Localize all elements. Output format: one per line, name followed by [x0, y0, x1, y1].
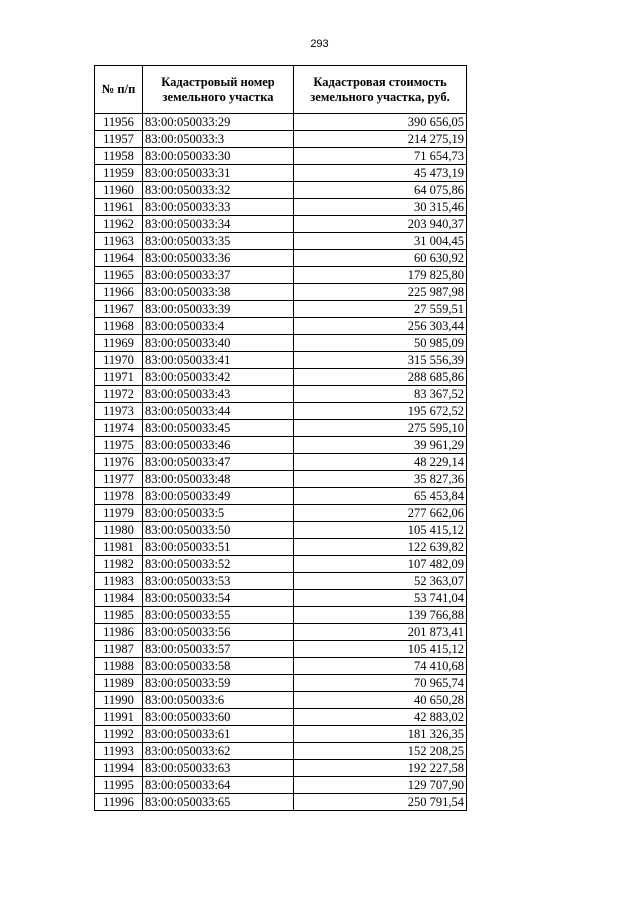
row-number: 11985 — [95, 607, 143, 624]
cadastral-number: 83:00:050033:40 — [143, 335, 294, 352]
cadastral-number: 83:00:050033:48 — [143, 471, 294, 488]
cadastral-number: 83:00:050033:35 — [143, 233, 294, 250]
cadastral-number: 83:00:050033:63 — [143, 760, 294, 777]
cadastral-value: 42 883,02 — [294, 709, 467, 726]
table-row — [95, 692, 467, 709]
cadastral-value: 315 556,39 — [294, 352, 467, 369]
cadastral-number: 83:00:050033:31 — [143, 165, 294, 182]
cadastral-number: 83:00:050033:52 — [143, 556, 294, 573]
table-row — [95, 301, 467, 318]
row-number: 11992 — [95, 726, 143, 743]
cadastral-number: 83:00:050033:6 — [143, 692, 294, 709]
cadastral-number: 83:00:050033:42 — [143, 369, 294, 386]
row-number: 11989 — [95, 675, 143, 692]
table-row — [95, 471, 467, 488]
table-row — [95, 726, 467, 743]
header-cadastral-value: Кадастровая стоимость земельного участка, руб. — [294, 66, 467, 114]
table-row — [95, 386, 467, 403]
cadastral-value: 60 630,92 — [294, 250, 467, 267]
cadastral-value: 277 662,06 — [294, 505, 467, 522]
row-number: 11981 — [95, 539, 143, 556]
table-row — [95, 284, 467, 301]
cadastral-number: 83:00:050033:38 — [143, 284, 294, 301]
cadastral-number: 83:00:050033:5 — [143, 505, 294, 522]
row-number: 11987 — [95, 641, 143, 658]
table-row — [95, 199, 467, 216]
table-row — [95, 233, 467, 250]
cadastral-number: 83:00:050033:4 — [143, 318, 294, 335]
table-row — [95, 760, 467, 777]
row-number: 11956 — [95, 114, 143, 131]
table-row — [95, 114, 467, 131]
row-number: 11983 — [95, 573, 143, 590]
cadastral-value: 195 672,52 — [294, 403, 467, 420]
row-number: 11960 — [95, 182, 143, 199]
table-row — [95, 743, 467, 760]
cadastral-number: 83:00:050033:58 — [143, 658, 294, 675]
table-row — [95, 352, 467, 369]
cadastral-number: 83:00:050033:39 — [143, 301, 294, 318]
cadastral-number: 83:00:050033:65 — [143, 794, 294, 811]
cadastral-number: 83:00:050033:33 — [143, 199, 294, 216]
table-row — [95, 182, 467, 199]
cadastral-value: 70 965,74 — [294, 675, 467, 692]
cadastral-value: 139 766,88 — [294, 607, 467, 624]
cadastral-number: 83:00:050033:41 — [143, 352, 294, 369]
cadastral-number: 83:00:050033:56 — [143, 624, 294, 641]
cadastral-value: 203 940,37 — [294, 216, 467, 233]
cadastral-number: 83:00:050033:3 — [143, 131, 294, 148]
cadastral-number: 83:00:050033:62 — [143, 743, 294, 760]
cadastral-number: 83:00:050033:55 — [143, 607, 294, 624]
cadastral-value: 45 473,19 — [294, 165, 467, 182]
cadastral-number: 83:00:050033:57 — [143, 641, 294, 658]
cadastral-value: 65 453,84 — [294, 488, 467, 505]
table-row — [95, 403, 467, 420]
cadastral-number: 83:00:050033:46 — [143, 437, 294, 454]
row-number: 11982 — [95, 556, 143, 573]
cadastral-number: 83:00:050033:59 — [143, 675, 294, 692]
row-number: 11980 — [95, 522, 143, 539]
cadastral-value: 152 208,25 — [294, 743, 467, 760]
row-number: 11965 — [95, 267, 143, 284]
row-number: 11958 — [95, 148, 143, 165]
cadastral-value: 52 363,07 — [294, 573, 467, 590]
row-number: 11971 — [95, 369, 143, 386]
row-number: 11972 — [95, 386, 143, 403]
cadastral-value: 214 275,19 — [294, 131, 467, 148]
cadastral-value: 256 303,44 — [294, 318, 467, 335]
table-row — [95, 250, 467, 267]
table-row — [95, 318, 467, 335]
cadastral-value: 192 227,58 — [294, 760, 467, 777]
cadastral-value: 83 367,52 — [294, 386, 467, 403]
cadastral-value: 390 656,05 — [294, 114, 467, 131]
cadastral-number: 83:00:050033:47 — [143, 454, 294, 471]
table-row — [95, 539, 467, 556]
row-number: 11968 — [95, 318, 143, 335]
table-row — [95, 590, 467, 607]
cadastral-number: 83:00:050033:36 — [143, 250, 294, 267]
row-number: 11996 — [95, 794, 143, 811]
header-number: № п/п — [95, 66, 143, 114]
table-row — [95, 573, 467, 590]
cadastral-value: 225 987,98 — [294, 284, 467, 301]
cadastral-value: 105 415,12 — [294, 522, 467, 539]
cadastral-value: 129 707,90 — [294, 777, 467, 794]
cadastral-number: 83:00:050033:34 — [143, 216, 294, 233]
row-number: 11961 — [95, 199, 143, 216]
row-number: 11979 — [95, 505, 143, 522]
row-number: 11976 — [95, 454, 143, 471]
row-number: 11957 — [95, 131, 143, 148]
cadastral-number: 83:00:050033:30 — [143, 148, 294, 165]
row-number: 11967 — [95, 301, 143, 318]
cadastral-value: 64 075,86 — [294, 182, 467, 199]
cadastral-value: 288 685,86 — [294, 369, 467, 386]
table-row — [95, 420, 467, 437]
table-row — [95, 454, 467, 471]
table-row — [95, 216, 467, 233]
table-row — [95, 505, 467, 522]
cadastral-number: 83:00:050033:45 — [143, 420, 294, 437]
cadastral-value: 40 650,28 — [294, 692, 467, 709]
table-body — [95, 114, 467, 811]
cadastral-value: 74 410,68 — [294, 658, 467, 675]
cadastral-number: 83:00:050033:61 — [143, 726, 294, 743]
table-row — [95, 522, 467, 539]
row-number: 11964 — [95, 250, 143, 267]
row-number: 11963 — [95, 233, 143, 250]
table-row — [95, 369, 467, 386]
table-row — [95, 794, 467, 811]
row-number: 11969 — [95, 335, 143, 352]
cadastral-value: 35 827,36 — [294, 471, 467, 488]
row-number: 11994 — [95, 760, 143, 777]
row-number: 11977 — [95, 471, 143, 488]
row-number: 11984 — [95, 590, 143, 607]
cadastral-value: 275 595,10 — [294, 420, 467, 437]
table-row — [95, 131, 467, 148]
table-row — [95, 148, 467, 165]
cadastral-number: 83:00:050033:49 — [143, 488, 294, 505]
table-row — [95, 658, 467, 675]
cadastral-number: 83:00:050033:32 — [143, 182, 294, 199]
cadastral-value: 31 004,45 — [294, 233, 467, 250]
header-cadastral-number: Кадастровый номер земельного участка — [143, 66, 294, 114]
row-number: 11995 — [95, 777, 143, 794]
cadastral-value: 30 315,46 — [294, 199, 467, 216]
cadastral-value: 201 873,41 — [294, 624, 467, 641]
cadastral-number: 83:00:050033:53 — [143, 573, 294, 590]
row-number: 11966 — [95, 284, 143, 301]
row-number: 11988 — [95, 658, 143, 675]
row-number: 11990 — [95, 692, 143, 709]
cadastral-value-table — [94, 65, 467, 811]
table-row — [95, 675, 467, 692]
cadastral-value: 27 559,51 — [294, 301, 467, 318]
cadastral-number: 83:00:050033:51 — [143, 539, 294, 556]
row-number: 11959 — [95, 165, 143, 182]
cadastral-number: 83:00:050033:29 — [143, 114, 294, 131]
row-number: 11991 — [95, 709, 143, 726]
row-number: 11978 — [95, 488, 143, 505]
table-row — [95, 709, 467, 726]
cadastral-value: 71 654,73 — [294, 148, 467, 165]
cadastral-value: 250 791,54 — [294, 794, 467, 811]
table-row — [95, 335, 467, 352]
cadastral-value: 105 415,12 — [294, 641, 467, 658]
row-number: 11973 — [95, 403, 143, 420]
cadastral-number: 83:00:050033:60 — [143, 709, 294, 726]
row-number: 11974 — [95, 420, 143, 437]
table-row — [95, 777, 467, 794]
row-number: 11993 — [95, 743, 143, 760]
table-row — [95, 488, 467, 505]
cadastral-value: 48 229,14 — [294, 454, 467, 471]
table-row — [95, 165, 467, 182]
table-row — [95, 267, 467, 284]
table-header-row — [95, 66, 467, 114]
cadastral-number: 83:00:050033:37 — [143, 267, 294, 284]
table-row — [95, 556, 467, 573]
cadastral-value: 107 482,09 — [294, 556, 467, 573]
cadastral-number: 83:00:050033:50 — [143, 522, 294, 539]
page-number: 293 — [310, 38, 329, 50]
cadastral-value: 122 639,82 — [294, 539, 467, 556]
cadastral-number: 83:00:050033:54 — [143, 590, 294, 607]
row-number: 11962 — [95, 216, 143, 233]
cadastral-value: 39 961,29 — [294, 437, 467, 454]
cadastral-value: 181 326,35 — [294, 726, 467, 743]
cadastral-number: 83:00:050033:44 — [143, 403, 294, 420]
cadastral-value: 53 741,04 — [294, 590, 467, 607]
cadastral-value: 179 825,80 — [294, 267, 467, 284]
cadastral-number: 83:00:050033:64 — [143, 777, 294, 794]
row-number: 11975 — [95, 437, 143, 454]
cadastral-value: 50 985,09 — [294, 335, 467, 352]
cadastral-number: 83:00:050033:43 — [143, 386, 294, 403]
row-number: 11970 — [95, 352, 143, 369]
table-row — [95, 641, 467, 658]
table-row — [95, 624, 467, 641]
table-row — [95, 437, 467, 454]
table-row — [95, 607, 467, 624]
row-number: 11986 — [95, 624, 143, 641]
